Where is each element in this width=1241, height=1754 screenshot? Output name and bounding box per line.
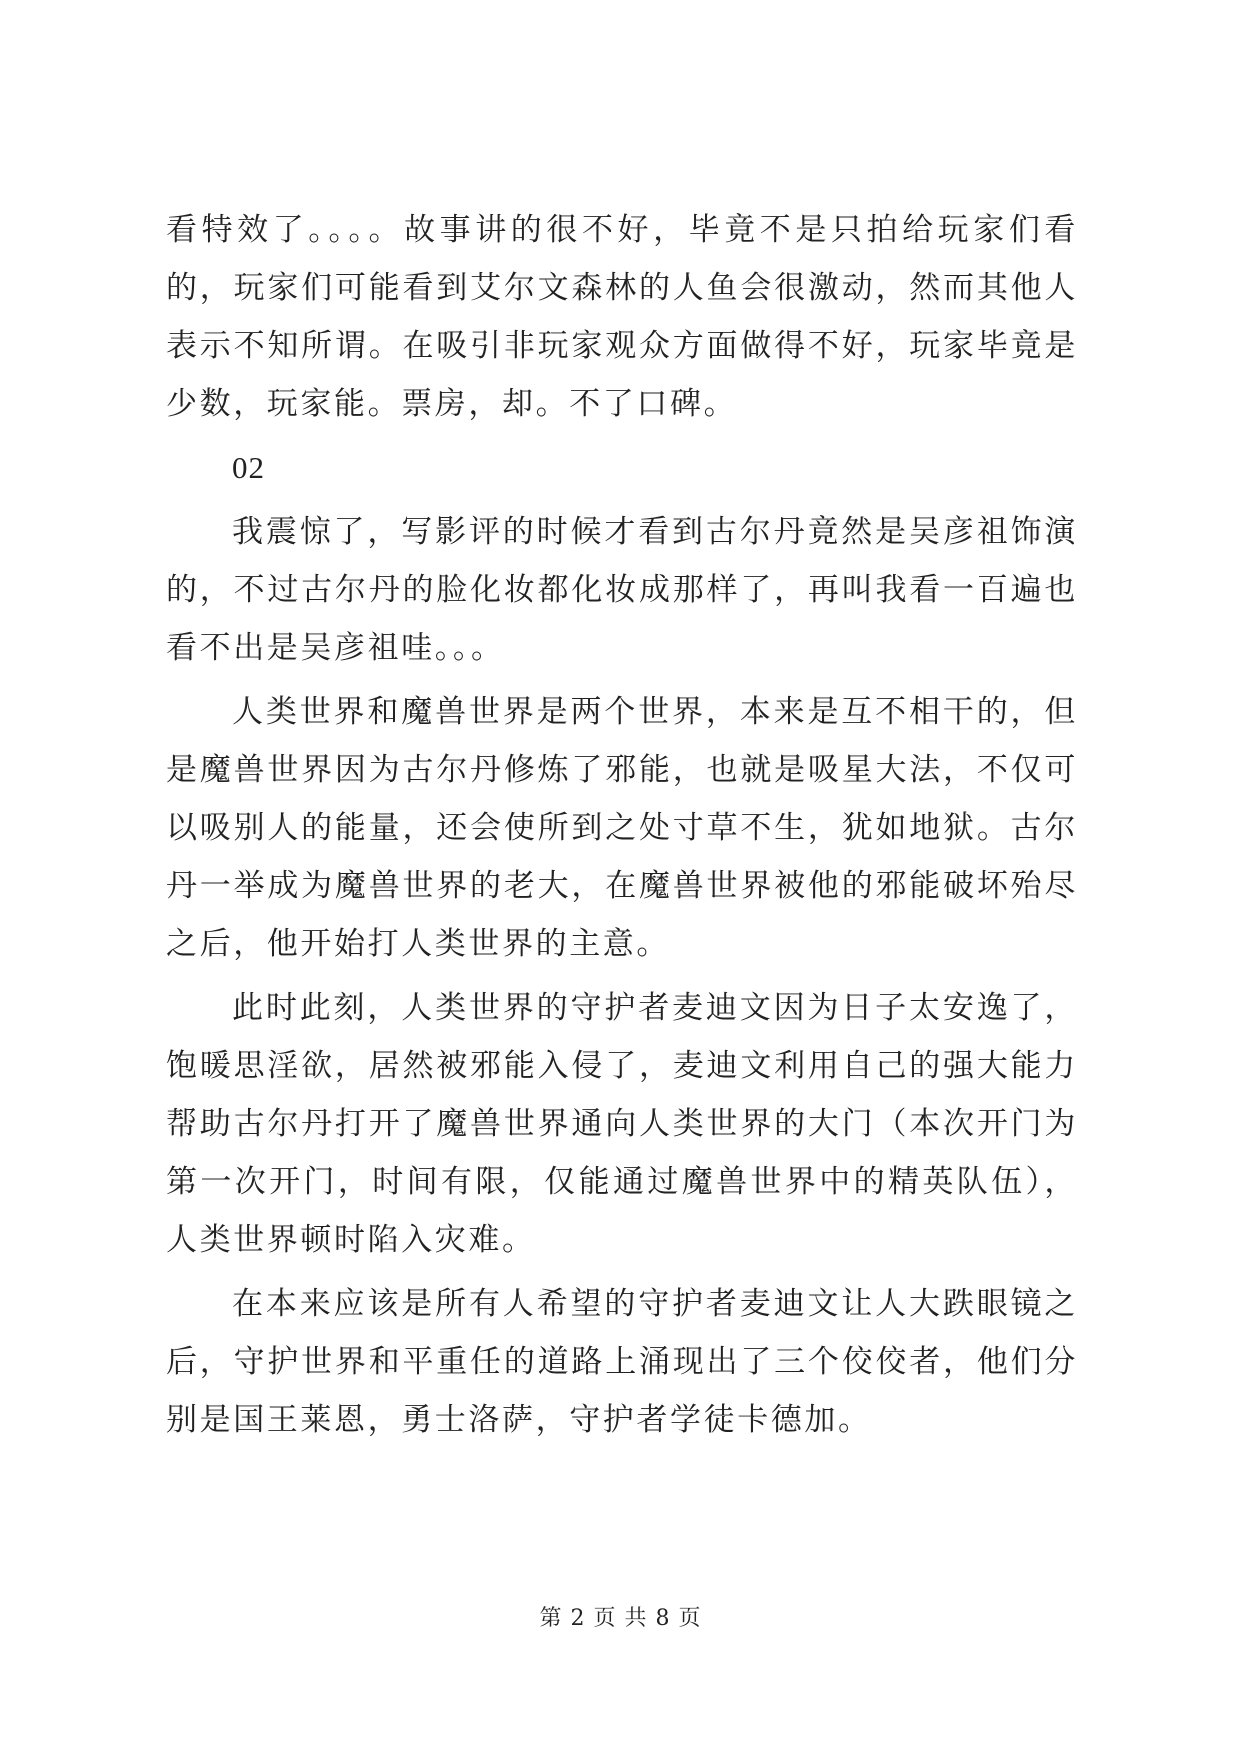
section-number: 02 <box>232 450 265 485</box>
page-number-footer: 第 2 页 共 8 页 <box>539 1606 702 1631</box>
paragraph: 我震惊了，写影评的时候才看到古尔丹竟然是吴彦祖饰演的，不过古尔丹的脸化妆都化妆成那样了，再叫我看一百遍也看不出是吴彦祖哇。。。 <box>166 514 1078 666</box>
body-text <box>166 201 1078 1455</box>
paragraph: 在本来应该是所有人希望的守护者麦迪文让人大跌眼镜之后，守护世界和平重任的道路上涌现出了三个佼佼者，他们分别是国王莱恩，勇士洛萨，守护者学徒卡德加。 <box>166 1286 1078 1438</box>
paragraph-continued: 看特效了。。。。故事讲的很不好，毕竟不是只拍给玩家们看的，玩家们可能看到艾尔文森林的人鱼会很激动，然而其他人表示不知所谓。在吸引非玩家观众方面做得不好，玩家毕竟是少数，玩家能。票房，却。不了口碑。 <box>166 212 1078 422</box>
paragraph: 人类世界和魔兽世界是两个世界，本来是互不相干的，但是魔兽世界因为古尔丹修炼了邪能，也就是吸星大法，不仅可以吸别人的能量，还会使所到之处寸草不生，犹如地狱。古尔丹一举成为魔兽世界的老大，在魔兽世界被他的邪能破坏殆尽之后，他开始打人类世界的主意。 <box>166 694 1078 962</box>
paragraph: 此时此刻，人类世界的守护者麦迪文因为日子太安逸了，饱暖思淫欲，居然被邪能入侵了，麦迪文利用自己的强大能力帮助古尔丹打开了魔兽世界通向人类世界的大门（本次开门为第一次开门，时间有限，仅能通过魔兽世界中的精英队伍），人类世界顿时陷入灾难。 <box>166 990 1078 1258</box>
